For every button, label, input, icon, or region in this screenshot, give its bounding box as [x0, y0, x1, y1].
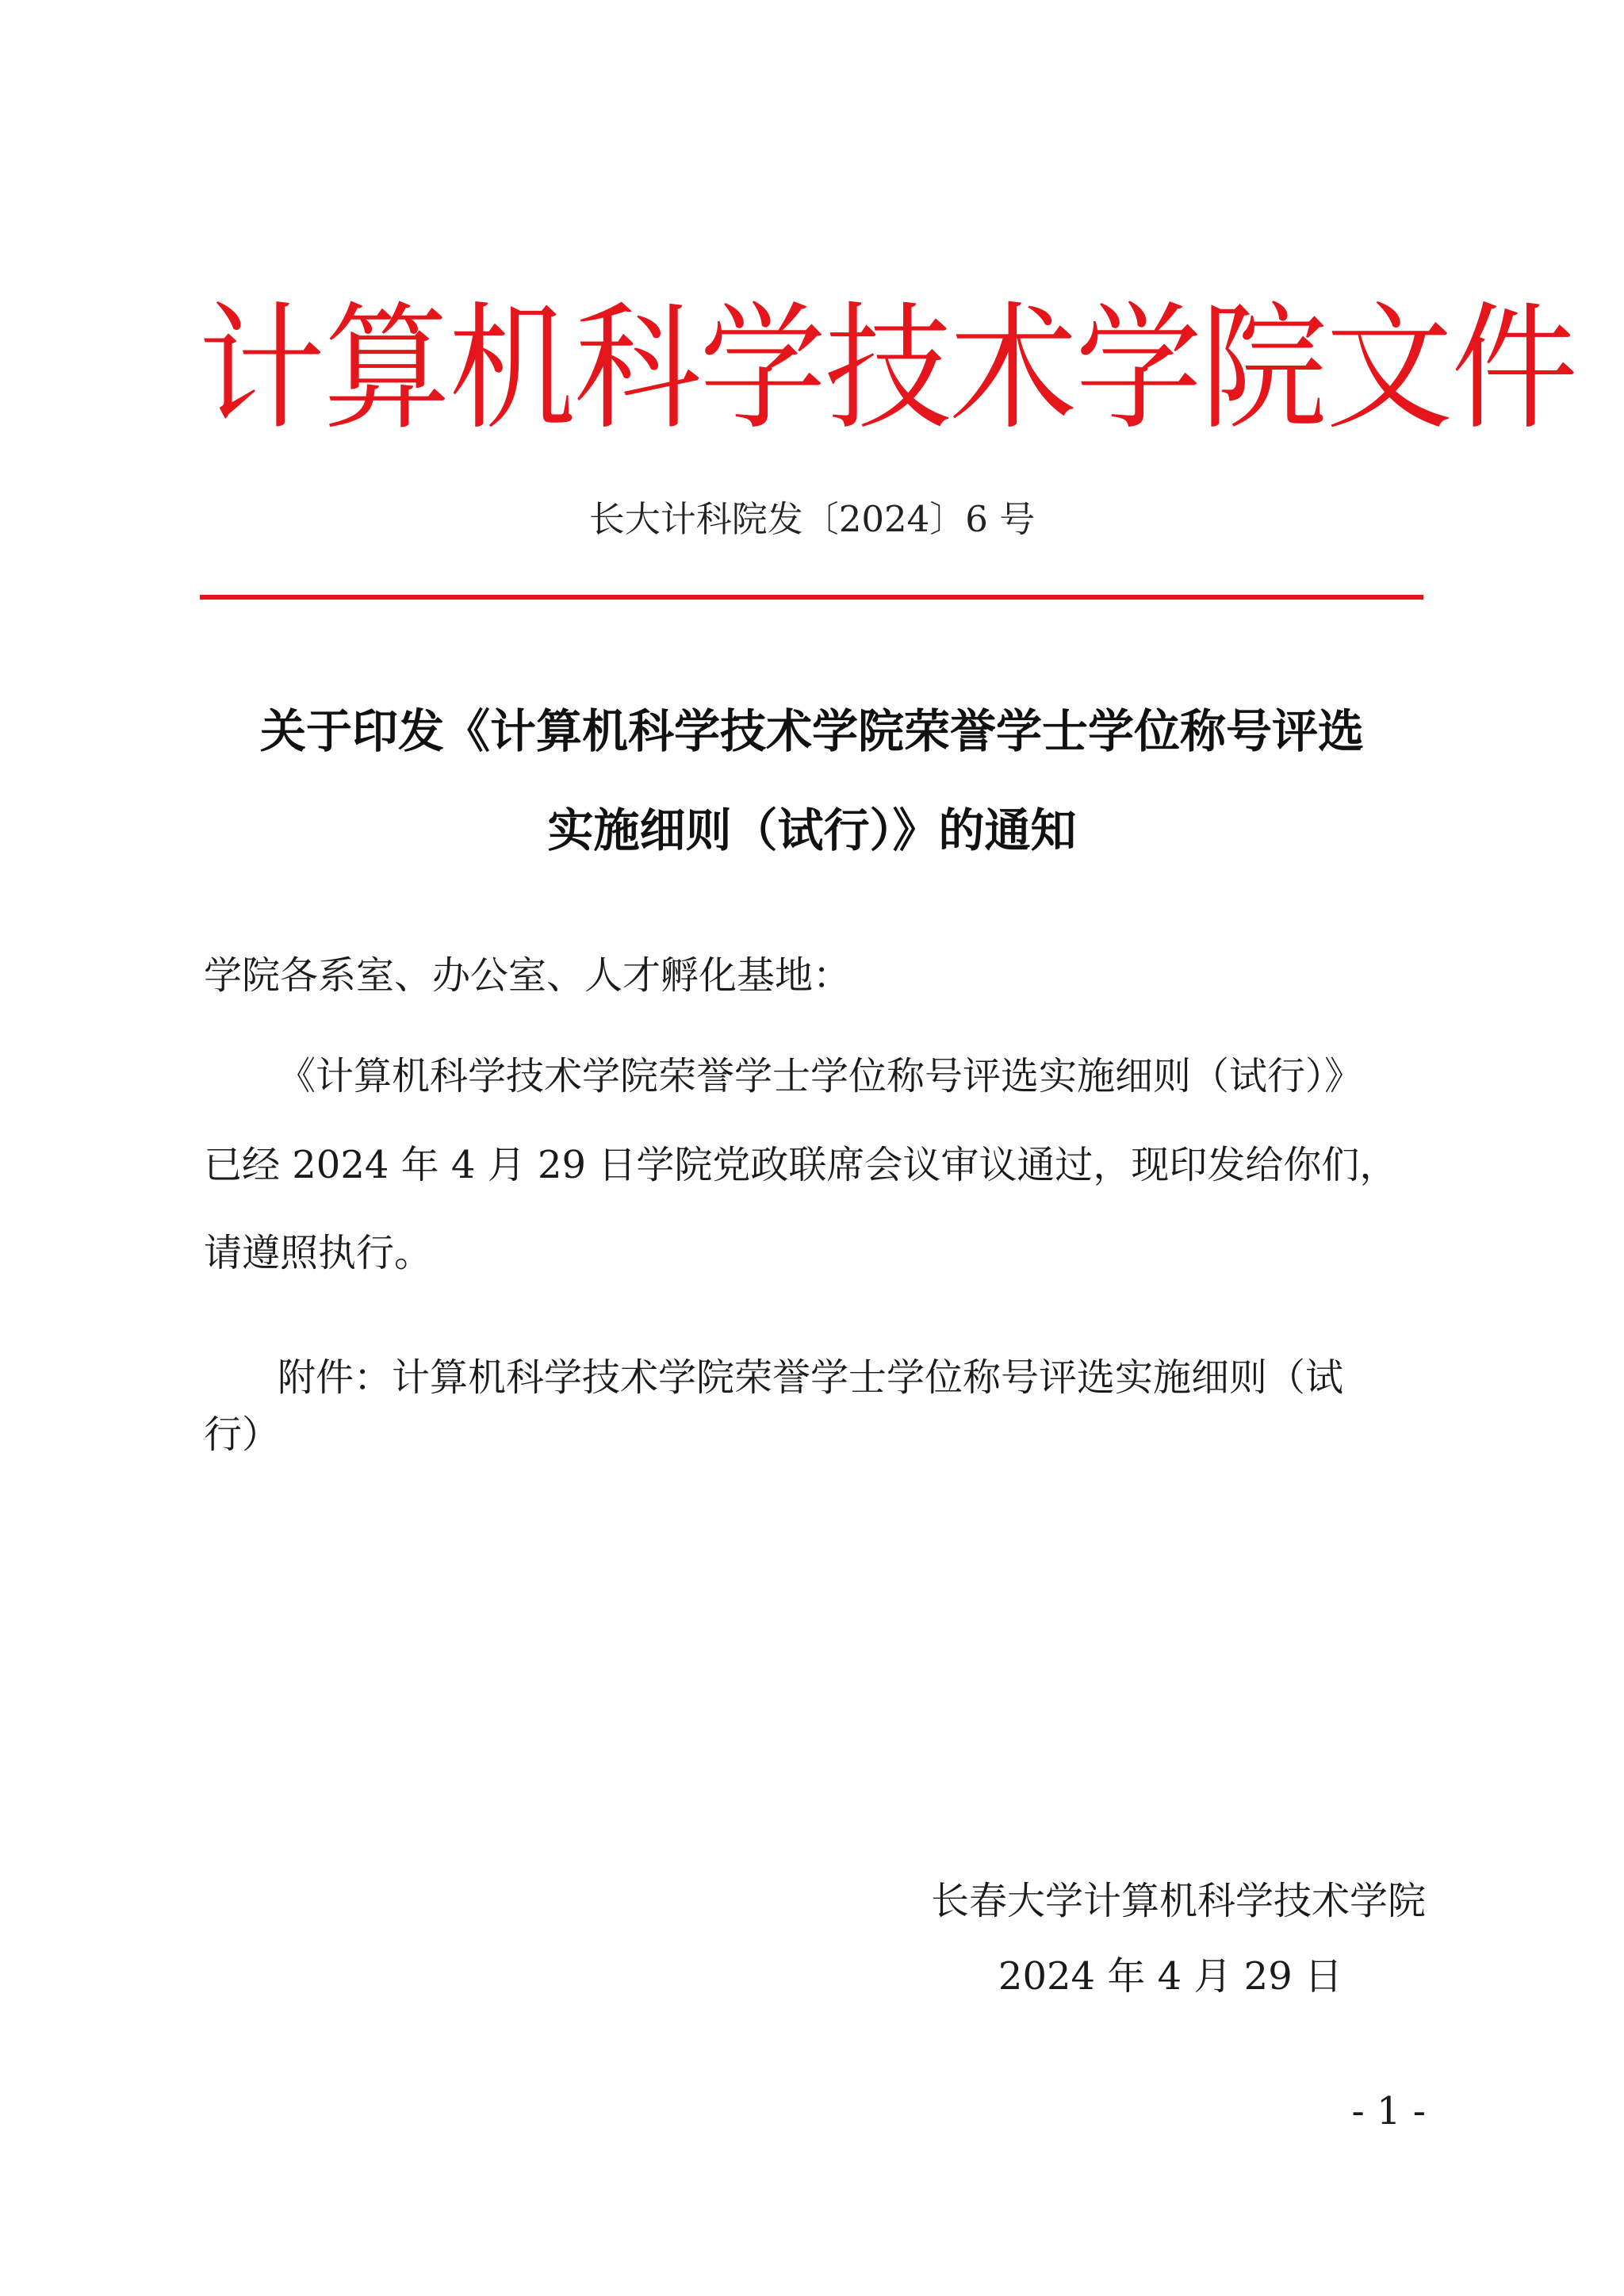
body-paragraph-line-3: 请遵照执行。 — [204, 1231, 433, 1275]
salutation: 学院各系室、办公室、人才孵化基地： — [204, 953, 852, 998]
body-paragraph-line-1: 《计算机科学技术学院荣誉学士学位称号评选实施细则（试行）》 — [278, 1054, 1363, 1098]
notice-title-line-1: 关于印发《计算机科学技术学院荣誉学士学位称号评选 — [259, 704, 1364, 758]
issuer-signature: 长春大学计算机科学技术学院 — [930, 1879, 1426, 1923]
red-divider-line — [200, 595, 1423, 600]
notice-title-line-2: 实施细则（试行）》的通知 — [547, 803, 1077, 857]
issue-date: 2024 年 4 月 29 日 — [998, 1954, 1342, 1999]
body-paragraph-line-2: 已经 2024 年 4 月 29 日学院党政联席会议审议通过，现印发给你们， — [204, 1143, 1398, 1187]
attachment-line-2: 行） — [204, 1412, 281, 1457]
attachment-line-1: 附件：计算机科学技术学院荣誉学士学位称号评选实施细则（试 — [278, 1355, 1344, 1400]
page-number: - 1 - — [1351, 2089, 1426, 2133]
masthead-title: 计算机科学技术学院文件 — [198, 288, 1577, 449]
document-number: 长大计科院发〔2024〕6 号 — [588, 498, 1036, 540]
